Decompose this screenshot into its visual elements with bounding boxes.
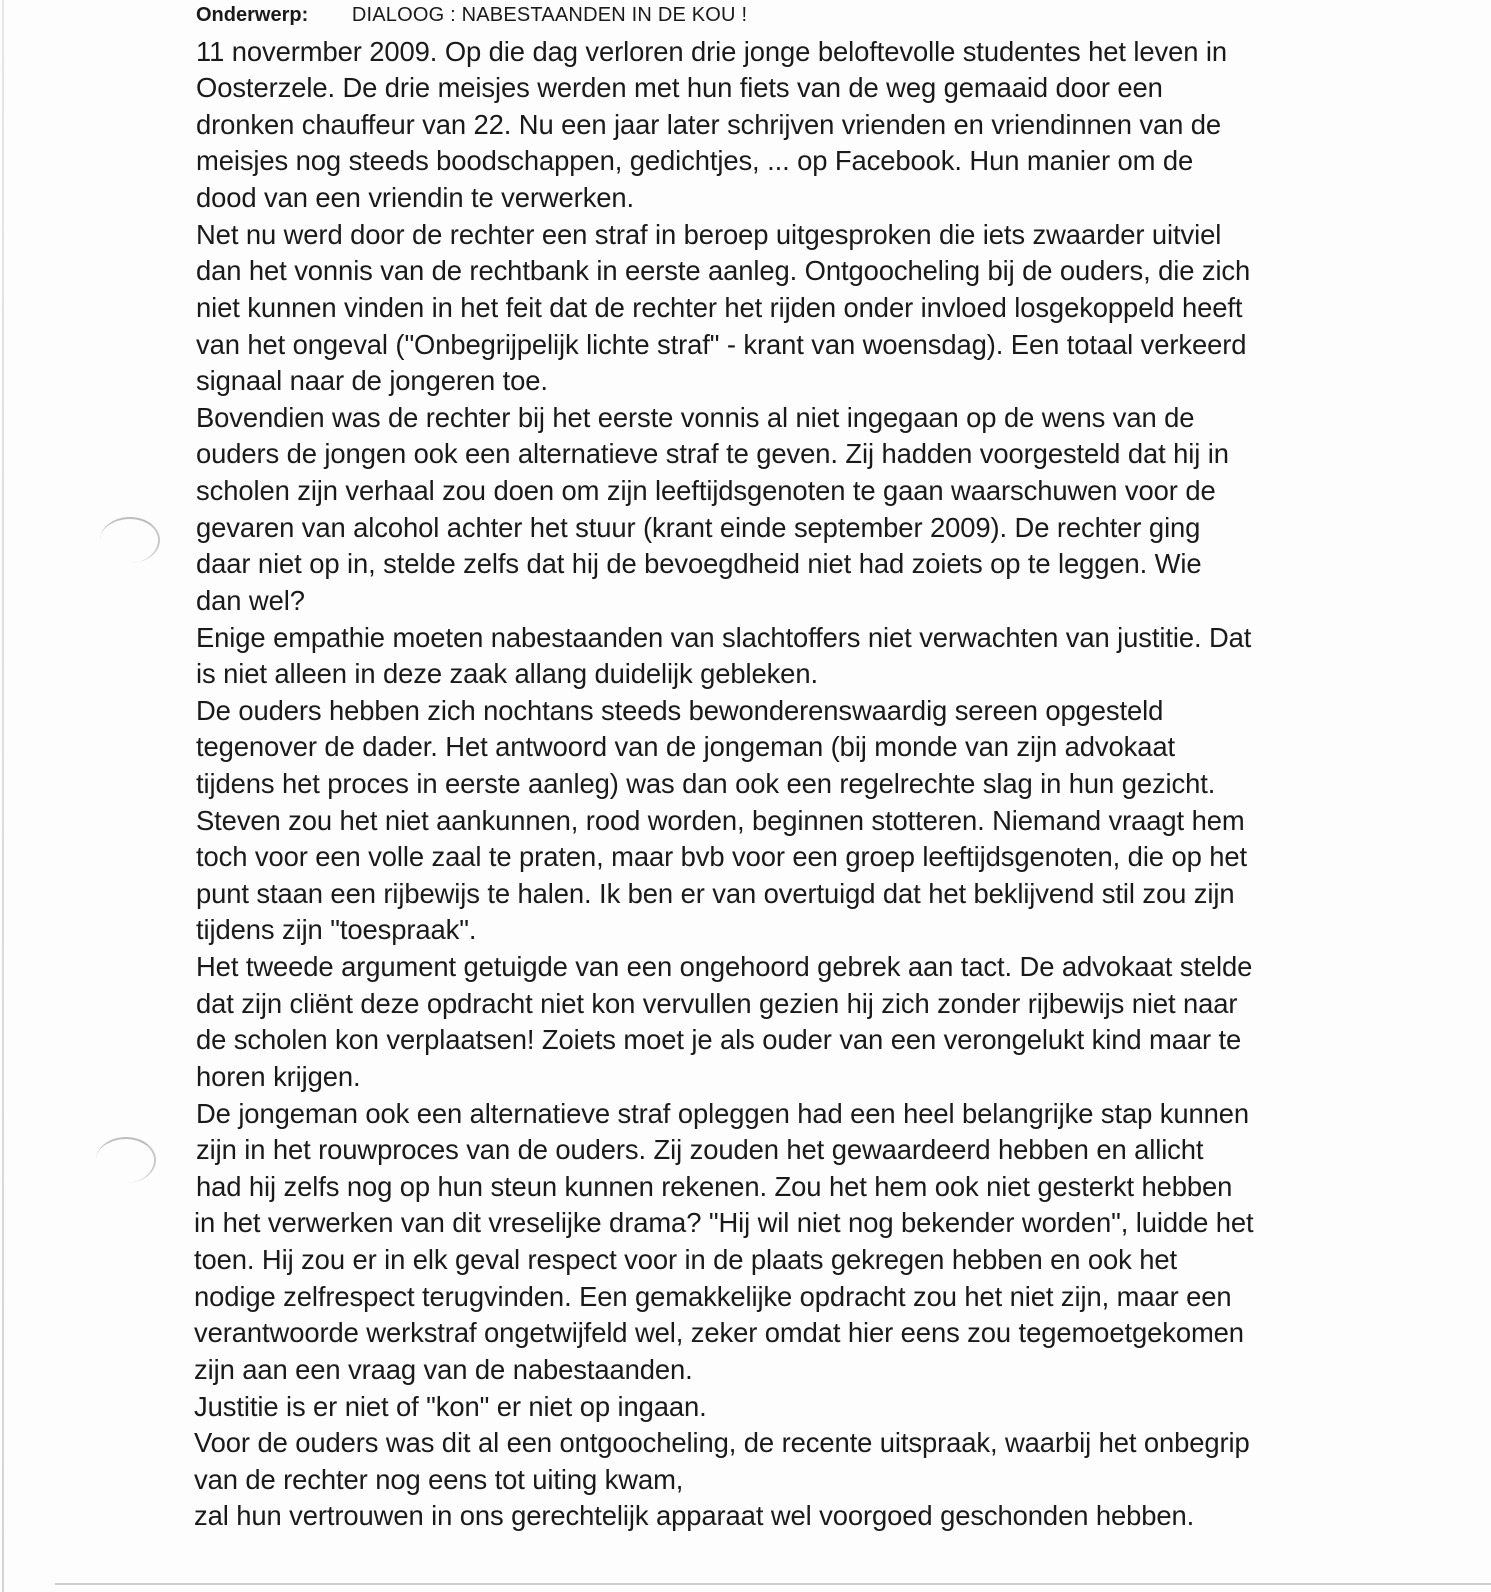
text-line: zijn in het rouwproces van de ouders. Zij zouden het gewaardeerd hebben en allicht (196, 1134, 1204, 1165)
text-line: verantwoorde werkstraf ongetwijfeld wel, zeker omdat hier eens zou tegemoetgekomen (194, 1317, 1244, 1348)
text-line: de scholen kon verplaatsen! Zoiets moet je als ouder van een verongelukt kind maar te (196, 1024, 1242, 1055)
text-line: zijn aan een vraag van de nabestaanden. (194, 1354, 693, 1385)
page-left-edge (2, 0, 4, 1592)
text-line: dan wel? (196, 585, 305, 616)
text-line: toen. Hij zou er in elk geval respect voor in de plaats gekregen hebben en ook het (194, 1244, 1178, 1275)
text-line: tijdens zijn "toespraak". (196, 914, 477, 945)
text-line: tijdens het proces in eerste aanleg) was dan ook een regelrechte slag in hun gezicht. (196, 768, 1216, 799)
text-line: dood van een vriendin te verwerken. (196, 182, 635, 213)
text-line: toch voor een volle zaal te praten, maar bvb voor een groep leeftijdsgenoten, die op het (196, 841, 1247, 872)
text-line: scholen zijn verhaal zou doen om zijn leeftijdsgenoten te gaan waarschuwen voor de (196, 475, 1216, 506)
text-line: dat zijn cliënt deze opdracht niet kon vervullen gezien hij zich zonder rijbewijs niet naar (196, 988, 1238, 1019)
text-line: Het tweede argument getuigde van een ongehoord gebrek aan tact. De advokaat stelde (196, 951, 1253, 982)
text-line: tegenover de dader. Het antwoord van de jongeman (bij monde van zijn advokaat (196, 731, 1176, 762)
page-bottom-edge (55, 1583, 1491, 1585)
punch-hole-mark (100, 517, 160, 563)
text-line: dan het vonnis van de rechtbank in eerste aanleg. Ontgoocheling bij de ouders, die zich (196, 255, 1251, 286)
subject-value: DIALOOG : NABESTAANDEN IN DE KOU ! (351, 4, 748, 26)
text-line: 11 novermber 2009. Op die dag verloren drie jonge beloftevolle studentes het leven in (196, 36, 1227, 67)
text-line: signaal naar de jongeren toe. (196, 365, 548, 396)
text-line: dronken chauffeur van 22. Nu een jaar later schrijven vrienden en vriendinnen van de (196, 109, 1221, 140)
punch-hole-mark (96, 1137, 156, 1183)
text-line: De jongeman ook een alternatieve straf opleggen had een heel belangrijke stap kunnen (196, 1098, 1249, 1129)
text-line: Enige empathie moeten nabestaanden van slachtoffers niet verwachten van justitie. Dat (196, 622, 1252, 653)
text-line: in het verwerken van dit vreselijke drama? "Hij wil niet nog bekender worden", luidde het (194, 1207, 1254, 1238)
text-line: punt staan een rijbewijs te halen. Ik ben er van overtuigd dat het beklijvend stil zou zijn (196, 878, 1235, 909)
text-line: gevaren van alcohol achter het stuur (krant einde september 2009). De rechter ging (196, 512, 1201, 543)
text-line: van de rechter nog eens tot uiting kwam, (194, 1464, 684, 1495)
text-line: horen krijgen. (196, 1061, 361, 1092)
text-line: niet kunnen vinden in het feit dat de rechter het rijden onder invloed losgekoppeld heeft (196, 292, 1243, 323)
text-line: Oosterzele. De drie meisjes werden met hun fiets van de weg gemaaid door een (196, 72, 1163, 103)
subject-line (196, 4, 747, 27)
text-line: had hij zelfs nog op hun steun kunnen rekenen. Zou het hem ook niet gesterkt hebben (196, 1171, 1233, 1202)
text-line: van het ongeval ("Onbegrijpelijk lichte straf" - krant van woensdag). Een totaal verkeerd (196, 329, 1247, 360)
text-line: Net nu werd door de rechter een straf in beroep uitgesproken die iets zwaarder uitviel (196, 219, 1222, 250)
text-line: Voor de ouders was dit al een ontgoocheling, de recente uitspraak, waarbij het onbegrip (194, 1427, 1250, 1458)
text-line: ouders de jongen ook een alternatieve straf te geven. Zij hadden voorgesteld dat hij in (196, 438, 1229, 469)
text-line: is niet alleen in deze zaak allang duidelijk gebleken. (196, 658, 818, 689)
text-line: nodige zelfrespect terugvinden. Een gemakkelijke opdracht zou het niet zijn, maar een (194, 1281, 1232, 1312)
text-line: daar niet op in, stelde zelfs dat hij de bevoegdheid niet had zoiets op te leggen. Wie (196, 548, 1202, 579)
text-line: De ouders hebben zich nochtans steeds bewonderenswaardig sereen opgesteld (196, 695, 1164, 726)
text-line: Bovendien was de rechter bij het eerste vonnis al niet ingegaan op de wens van de (196, 402, 1195, 433)
text-line: Justitie is er niet of "kon" er niet op ingaan. (194, 1391, 707, 1422)
text-line: zal hun vertrouwen in ons gerechtelijk apparaat wel voorgoed geschonden hebben. (194, 1500, 1195, 1531)
text-line: Steven zou het niet aankunnen, rood worden, beginnen stotteren. Niemand vraagt hem (196, 805, 1245, 836)
subject-label: Onderwerp: (196, 4, 309, 26)
text-line: meisjes nog steeds boodschappen, gedichtjes, ... op Facebook. Hun manier om de (196, 145, 1194, 176)
